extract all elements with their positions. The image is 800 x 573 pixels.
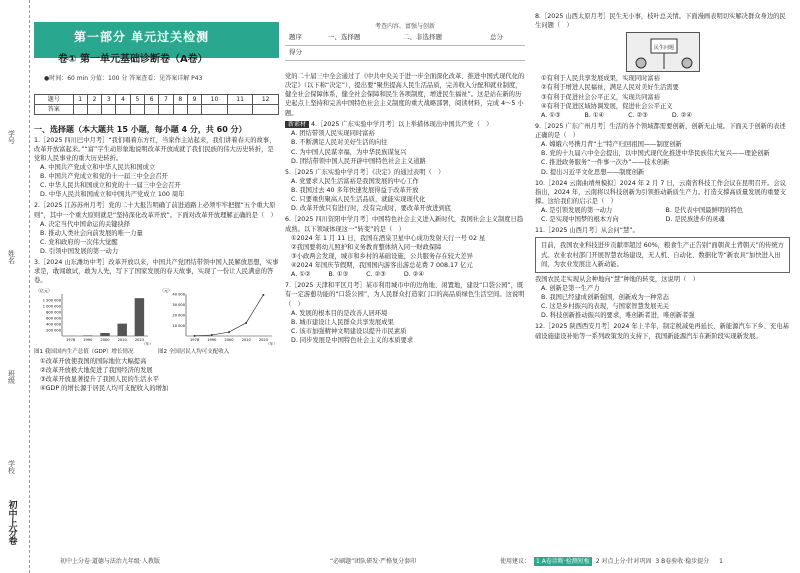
option: ①2024 年 1 月 11 日，我国在酒泉卫星中心成功发射天行一号 02 星 [291, 234, 486, 242]
x-tick-label: 1990 [207, 337, 217, 342]
answer-choices [535, 111, 790, 120]
material-intro: 党的二十届三中全会通过了《中共中央关于进一步全面深化改革、推进中国式现代化的决定》（以下称“决定”），提出要“聚焦提高人民生活品质，完善收入分配和就业制度，健全社会保障体系，健全社会保障和民生各项制度，增进民生福祉”。这是站在新的历史起点上坚持和完善中国特色社会主义制度的重大战略部署，阅读材料，完成 4～5 小题。 [285, 73, 525, 117]
x-tick-label: 1990 [83, 337, 93, 342]
binding-margin [0, 0, 30, 573]
ans-cell[interactable] [102, 105, 116, 115]
y-tick-label: 20 000 [172, 313, 185, 318]
bar [135, 298, 144, 336]
option: ①有利于人民共享发展成果，实现同时富裕 [541, 75, 660, 83]
option: ④有利于促进区域协调发展，促进社会公平正义 [541, 102, 673, 110]
part-title: 第一部分 单元过关检测 [74, 30, 210, 44]
question-11 [535, 226, 790, 320]
option[interactable]: A. 团结带领人民实现同时富裕 [291, 130, 375, 138]
option[interactable]: B. 我国过去 40 多年快速发展得益于改革开放 [291, 187, 419, 195]
y-tick-label: 200 000 [46, 328, 61, 333]
answer-choices [285, 270, 525, 279]
option[interactable]: B. 党的十九届六中全会提出，以中国式现代化推进中华民族伟大复兴——理论创新 [541, 150, 770, 158]
choice[interactable]: A. ①② [291, 271, 311, 279]
option[interactable]: A. 中国共产党成立和中华人民共和国成立 [40, 163, 156, 171]
qnum-label: 题号 [35, 95, 74, 105]
question-text: 5.［2025 广东实验中学月考］《决定》的通过表明（ ） [285, 168, 445, 176]
question-10 [535, 179, 790, 225]
choice[interactable]: B. ①③ [328, 271, 349, 279]
question-text: 4.［2025 广东实验中学月考］以上举措体现出中国共产党（ ） [311, 120, 493, 128]
figure-1 [34, 286, 154, 357]
figures [34, 286, 279, 357]
ans-cell[interactable] [187, 105, 201, 115]
footer-left: 初中上分卷·道德与法治九年级·人教版 [60, 558, 160, 565]
income-line-chart [158, 286, 278, 346]
score-col: 题序 [285, 31, 324, 45]
option[interactable]: A. 创新是第一生产力 [541, 284, 600, 292]
question-5 [285, 168, 525, 214]
score-col: 一、选择题 [324, 31, 399, 45]
point [194, 334, 196, 336]
x-tick-label: 2010 [117, 337, 127, 342]
question-2 [34, 201, 279, 256]
option[interactable]: C. 该市加强精神文明建设以提升市民素质 [291, 327, 407, 335]
y-tick-label: 400 000 [46, 322, 61, 327]
option[interactable]: A. 嫦娥六号携月背“土”特产归回祖国——制度创新 [541, 141, 682, 149]
score-cell[interactable] [486, 45, 525, 60]
option[interactable]: D. 中华人民共和国成立和中国共产党成立 100 周年 [40, 191, 185, 199]
x-tick-label: 2023 [258, 337, 268, 342]
choice[interactable]: B. ①④ [584, 111, 605, 119]
column-2 [285, 72, 525, 347]
y-tick-label: 30 000 [172, 302, 185, 307]
option[interactable]: B. 是代表中国最鲜明的特色 [665, 207, 744, 214]
question-9 [535, 122, 790, 177]
option[interactable]: C. 推进政务服务“一件事一次办”——技术创新 [541, 159, 670, 167]
ans-cell[interactable] [145, 105, 159, 115]
option: ②有利于增进人民福祉，满足人民对美好生活需要 [541, 84, 679, 92]
x-tick-label: 2000 [224, 337, 234, 342]
qnum-cell: 2 [87, 95, 101, 105]
options-grid [535, 206, 790, 224]
point [245, 321, 247, 323]
material-box: 目前，我国农业科技进步贡献率超过 60%，粮食生产正告别“面朝黄土背朝天”的传统方式。农业农村部门开展智慧农场建设，无人机、自动化、数据化等“新农具”加快进入田间，为农业发展注入新动能。 [535, 237, 790, 272]
question-8 [535, 12, 790, 120]
qnum-cell: 3 [102, 95, 116, 105]
score-label: 得分 [285, 45, 324, 60]
option[interactable]: D. 团结带领中国人民开辟中国特色社会主义道路 [291, 157, 426, 165]
exam-info: ●时间：60 min 分值：100 分 答案查看：见答案详解 P43 [44, 75, 203, 82]
question-4 [285, 120, 525, 166]
qnum-cell: 5 [130, 95, 144, 105]
qnum-cell: 1 [73, 95, 87, 105]
margin-label-class: 班级 [7, 370, 16, 384]
question-text: 7.［2025 天津和平区月考］某市利用城市中的边角地、闲置地，建设“口袋公园”，既有一定游憩功能的“口袋公园”，为人民群众打造家门口的高品质绿色生活空间。这说明（ ） [285, 282, 525, 308]
x-axis-label: （年） [142, 341, 153, 346]
option[interactable]: ①改革开放使我国的国际地位大幅提高 [40, 357, 147, 365]
option[interactable]: D. 改革开放只有进行时，没有完成时，要改革开放进到底 [291, 205, 451, 213]
qnum-cell: 8 [173, 95, 187, 105]
option[interactable]: ④GDP 的增长源于居民人均可支配收入的增加 [40, 385, 169, 393]
score-col: 二、非选择题 [399, 31, 486, 45]
option[interactable]: B. 中国共产党成立和党的十一届三中全会召开 [40, 173, 168, 181]
footer-mid: “必刷题”团队研发·严格复分套印 [330, 558, 417, 565]
qnum-cell: 9 [187, 95, 201, 105]
option[interactable]: B. 不断满足人民对美好生活的向往 [291, 139, 388, 147]
new-material-badge: 新素材 [285, 121, 309, 128]
question-1 [34, 136, 279, 200]
choice[interactable]: D. ②④ [403, 271, 424, 279]
qnum-cell: 7 [159, 95, 173, 105]
figure-caption: 图2 全国居民人均可支配收入 [158, 348, 230, 355]
option[interactable]: ③改革开放显著提升了我国人民的生活水平 [40, 375, 159, 383]
option: ②我国要将幼儿照护和义务教育整体纳入同一财政保障 [291, 243, 442, 251]
page-number: 1 [719, 558, 723, 565]
option[interactable]: C. 为中国人民谋幸福，为中华民族谋复兴 [291, 148, 407, 156]
x-tick-label: 1978 [66, 337, 76, 342]
y-axis-label: （亿元） [36, 287, 52, 293]
y-tick-label: 600 000 [46, 316, 61, 321]
column-1 [34, 124, 279, 395]
bar [100, 333, 109, 336]
qnum-cell: 12 [253, 95, 279, 105]
score-cell[interactable] [399, 45, 486, 60]
y-axis-label: （元） [160, 287, 172, 293]
option[interactable]: D. 科技创新推动振兴的要求，唯创新者进，唯创新者强 [541, 312, 695, 320]
option[interactable]: C. 党和政府的一次伟大觉醒 [40, 238, 118, 246]
bar [117, 323, 126, 335]
point [211, 334, 213, 336]
option[interactable]: B. 城市建设让人民群众共享发展成果 [291, 318, 394, 326]
question-text: 6.［2025 四川资阳中学月考］中国特色社会主义进入新时代，我国社会主义制度日趋成熟。以下领域体现这一“转变”的是（ ） [285, 216, 524, 233]
x-tick-label: 2023 [134, 337, 144, 342]
figure-2 [158, 286, 278, 357]
qnum-cell: 4 [116, 95, 130, 105]
question-6 [285, 215, 525, 279]
usage-step: 2 对点上分·针对巩固 [595, 558, 652, 565]
option[interactable]: A. 发展的根本目的是改善人居环境 [291, 309, 388, 317]
question-text: 1.［2025 四川巴中月考］“我们唱着东方红，当家作主站起来，我们讲着春天的故事，改革开放富起来。”“富”字生动形象地说明改革开放成就了我们民族的伟大历史转折，是党和人民事业的重大历史转折。 [34, 136, 276, 162]
margin-label-name: 姓名 [7, 250, 16, 264]
column-3 [535, 12, 790, 343]
ans-cell[interactable] [202, 105, 228, 115]
option[interactable]: C. 中华人民共和国成立和党的十一届三中全会召开 [40, 182, 181, 190]
ans-cell[interactable] [173, 105, 187, 115]
qnum-cell: 11 [227, 95, 253, 105]
question-3 [34, 258, 279, 393]
question-12 [535, 322, 790, 340]
usage-step: 3 B卷验收·稳步提分 [655, 558, 710, 565]
bar [83, 335, 92, 336]
usage-step: 1 A卷诊断·检测短板 [536, 558, 590, 565]
option[interactable]: B. 我国已经建成创新强国，创新成为一种常态 [541, 294, 669, 301]
choice[interactable]: D. ②④ [671, 111, 692, 119]
choice[interactable]: C. ②③ [628, 111, 648, 119]
y-tick-label: 1 200 000 [42, 298, 61, 303]
point [228, 331, 230, 333]
ans-cell[interactable] [159, 105, 173, 115]
question-text: 11.［2025 山西月考］从会问“慧”。 [535, 227, 639, 235]
choice[interactable]: A. ①③ [541, 111, 561, 119]
motto: 考查内容，富强与创新 [374, 23, 435, 30]
option[interactable]: C. 是实现中国梦的根本方向 [541, 216, 619, 224]
option[interactable]: D. 引领中国发展的第一动力 [40, 248, 119, 256]
y-tick-label: 1 000 000 [42, 304, 61, 309]
y-tick-label: 800 000 [46, 310, 61, 315]
option[interactable]: C. 只要重焦聚高人民生活品质，就能实现现代化 [291, 196, 426, 204]
score-col: 总分 [486, 31, 525, 45]
y-tick-label: 40 000 [172, 292, 185, 297]
answer-grid [34, 94, 279, 115]
ans-cell[interactable] [87, 105, 101, 115]
cartoon-text: 民生问题 [653, 45, 674, 52]
x-tick-label: 2010 [241, 337, 251, 342]
x-axis-label: （年） [266, 341, 277, 346]
question-text: 2.［2025 江苏苏州月考］党的二十大报告明确了前进道路上必须牢牢把握“五个重大原则”，其中一个重大原则就是“坚持深化改革开放”。下面对改革开放理解正确的是（ ） [34, 202, 277, 219]
option: ③小政两会发现，城市和乡村的基础设施，公共服务存在较大差异 [291, 252, 473, 260]
option: ③有利于促进社会公平正义，实现共同富裕 [541, 93, 660, 101]
paper-title: 卷① 第一单元基础诊断卷（A卷） [58, 54, 208, 65]
score-cell[interactable] [324, 45, 399, 60]
option[interactable]: C. 这是乡村振兴的表现，与国家智慧发展无关 [541, 303, 670, 311]
option[interactable]: D. 是民族进步的灵魂 [665, 216, 725, 224]
option[interactable]: A. 决定当代中国命运的关键抉择 [40, 220, 131, 228]
gdp-bar-chart [34, 286, 154, 346]
score-header [285, 22, 525, 61]
footer-right [500, 557, 723, 566]
ans-label: 答案 [35, 105, 74, 115]
x-tick-label: 1978 [190, 337, 200, 342]
ans-cell[interactable] [130, 105, 144, 115]
ans-cell[interactable] [116, 105, 130, 115]
question-text: 10.［2024 云南曲靖州模拟］2024 年 2 月 7 日，云南省科技工作会议在昆明召开。会议指出，2024 年，云南将以科技创新为引领推动新质生产力。打造支撑高质量发展的重要支撑。这给我们的启示是（ ） [535, 179, 787, 205]
question-text: 12.［2025 陕西西安月考］2024 年上半年，制定税减免再延长、新能源汽车下乡、充电基础设施建设补贴等一系列政策发的支持下，我国新能源汽车在新阶段实现新发展。 [535, 323, 789, 340]
ans-cell[interactable] [227, 105, 253, 115]
choice[interactable]: C. ②③ [366, 271, 386, 279]
cartoon-wrap [535, 32, 790, 72]
qnum-cell: 10 [202, 95, 228, 105]
ans-cell[interactable] [253, 105, 279, 115]
cartoon-image [626, 32, 700, 72]
option[interactable]: D. 提出习近平文化思想——制度创新 [541, 168, 645, 176]
qnum-cell: 6 [145, 95, 159, 105]
option[interactable]: D. 同步发展是中国特色社会主义的本质要求 [291, 337, 414, 345]
ans-cell[interactable] [73, 105, 87, 115]
option: ④2024 年国庆节假期，我国国内游客出游总花费 7 008.17 亿元 [291, 262, 473, 270]
series-line [195, 294, 264, 335]
score-table [285, 31, 525, 61]
usage-label: 使用建议： [500, 558, 531, 565]
option[interactable]: A. 是引领发展的第一动力 [541, 207, 613, 214]
cartoon-drawing [627, 33, 701, 73]
margin-brand: 初中上分卷 [6, 500, 17, 545]
point [262, 293, 264, 295]
option[interactable]: B. 推动人类社会向前发展的唯一力量 [40, 229, 143, 237]
question-7 [285, 281, 525, 345]
margin-label-student-id: 学号 [7, 130, 16, 144]
figure-caption: 图1 我国国内生产总值（GDP）增长情况 [34, 348, 134, 355]
margin-label-school: 学校 [7, 460, 16, 474]
option[interactable]: ②改革开放极大地促进了我国经济的发展 [40, 366, 153, 374]
question-text: 3.［2024 山东潍坊中考］改革开放以来，中国共产党团结带领中国人民解放思想，实事求是，敢闯敢试，敢为人先，写下了国家发展的春天故事，实现了一份让人民满意的答卷。 [34, 259, 279, 285]
y-tick-label: 10 000 [172, 323, 185, 328]
question-prompt: 我国农民走实现从会种地向“慧”种地的转变，这说明（ ） [535, 275, 699, 283]
section-heading: 一、选择题（本大题共 15 小题，每小题 4 分，共 60 分） [34, 125, 247, 134]
question-text: 8.［2025 山西太原月考］民生无小事，枝叶总关情。下面漫画表明切实解决群众身边的民生问题（ ） [535, 13, 786, 30]
x-tick-label: 2000 [100, 337, 110, 342]
question-text: 9.［2025 广东广州月考］生活的各个领域都需要创新，创新无止境。下面关于创新的表述正确的是（ ） [535, 122, 786, 139]
option[interactable]: A. 党要求人民生活富裕是我国发展的中心工作 [291, 177, 419, 185]
